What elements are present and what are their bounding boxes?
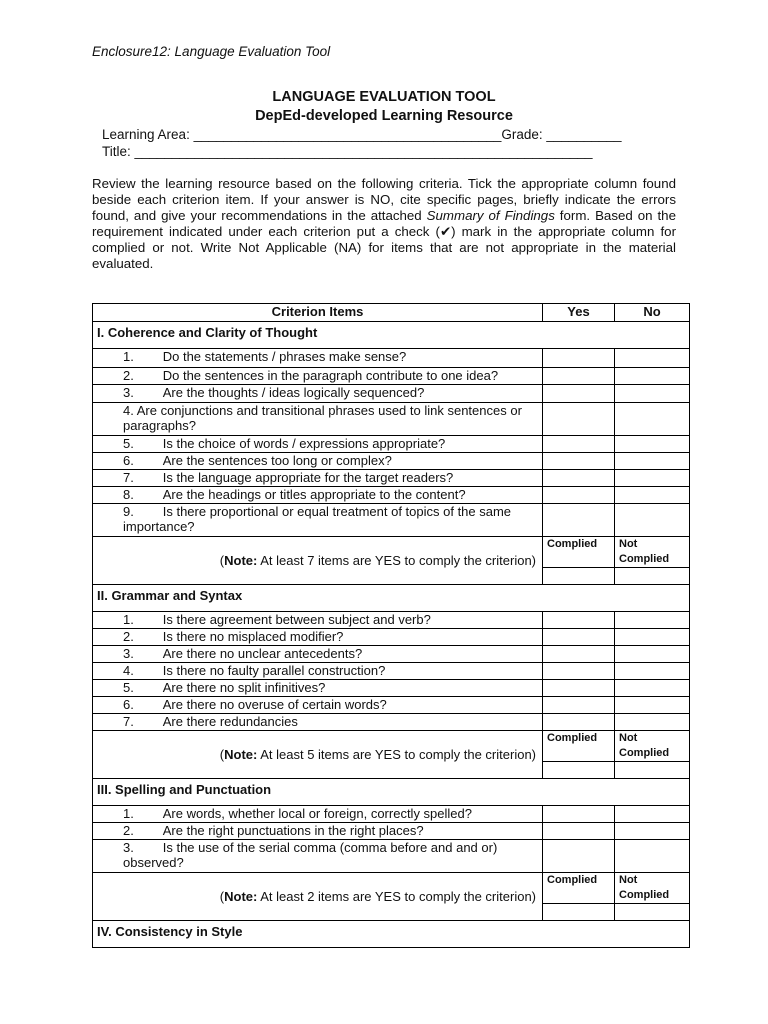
header-no: No: [615, 304, 690, 322]
yes-cell[interactable]: [543, 436, 615, 453]
criterion-item: 9. Is there proportional or equal treatment of topics of the same importance?: [93, 504, 543, 537]
no-cell[interactable]: [615, 487, 690, 504]
yes-cell[interactable]: [543, 368, 615, 385]
criterion-item: 2. Do the sentences in the paragraph contribute to one idea?: [93, 368, 543, 385]
criterion-item: 6. Are there no overuse of certain words?: [93, 697, 543, 714]
criterion-item: 8. Are the headings or titles appropriate to the content?: [93, 487, 543, 504]
not-complied-label: Not Complied: [615, 537, 690, 568]
criteria-table: [92, 303, 690, 948]
not-complied-check-cell[interactable]: [615, 762, 690, 779]
yes-cell[interactable]: [543, 612, 615, 629]
no-cell[interactable]: [615, 646, 690, 663]
yes-cell[interactable]: [543, 453, 615, 470]
no-cell[interactable]: [615, 823, 690, 840]
header-yes: Yes: [543, 304, 615, 322]
note-text: At least 7 items are YES to comply the criterion): [257, 553, 536, 568]
no-cell[interactable]: [615, 504, 690, 537]
learning-area-field[interactable]: Learning Area: _________________________________________Grade: __________: [102, 127, 622, 142]
section-title: II. Grammar and Syntax: [93, 585, 690, 612]
criterion-item: 5. Is the choice of words / expressions appropriate?: [93, 436, 543, 453]
yes-cell[interactable]: [543, 840, 615, 873]
enclosure-label: Enclosure12: Language Evaluation Tool: [92, 44, 331, 59]
complied-check-cell[interactable]: [543, 904, 615, 921]
no-cell[interactable]: [615, 663, 690, 680]
criterion-item: 4. Are conjunctions and transitional phrases used to link sentences or paragraphs?: [93, 403, 543, 436]
complied-label: Complied: [543, 537, 615, 568]
yes-cell[interactable]: [543, 385, 615, 403]
title-field[interactable]: Title: _____________________________________________________________: [102, 144, 593, 159]
document-title: LANGUAGE EVALUATION TOOL: [272, 89, 496, 105]
criterion-item: 3. Is the use of the serial comma (comma before and and or) observed?: [93, 840, 543, 873]
no-cell[interactable]: [615, 612, 690, 629]
criterion-item: 4. Is there no faulty parallel construction?: [93, 663, 543, 680]
not-complied-label: Not Complied: [615, 731, 690, 762]
compliance-note: (Note: At least 5 items are YES to comply the criterion): [93, 731, 543, 779]
criterion-item: 3. Are there no unclear antecedents?: [93, 646, 543, 663]
section-title: I. Coherence and Clarity of Thought: [93, 322, 690, 349]
yes-cell[interactable]: [543, 646, 615, 663]
note-text: At least 2 items are YES to comply the criterion): [257, 889, 536, 904]
section-title: IV. Consistency in Style: [93, 921, 690, 948]
note-text: At least 5 items are YES to comply the criterion): [257, 747, 536, 762]
criterion-item: 2. Is there no misplaced modifier?: [93, 629, 543, 646]
not-complied-label: Not Complied: [615, 873, 690, 904]
yes-cell[interactable]: [543, 714, 615, 731]
yes-cell[interactable]: [543, 697, 615, 714]
yes-cell[interactable]: [543, 504, 615, 537]
note-label: Note:: [224, 889, 258, 904]
yes-cell[interactable]: [543, 403, 615, 436]
header-criterion: Criterion Items: [93, 304, 543, 322]
criterion-item: 7. Is the language appropriate for the target readers?: [93, 470, 543, 487]
criterion-item: 5. Are there no split infinitives?: [93, 680, 543, 697]
document-subtitle: DepEd-developed Learning Resource: [255, 108, 513, 124]
no-cell[interactable]: [615, 806, 690, 823]
criterion-item: 6. Are the sentences too long or complex?: [93, 453, 543, 470]
section-title: III. Spelling and Punctuation: [93, 779, 690, 806]
yes-cell[interactable]: [543, 470, 615, 487]
criterion-item: 1. Are words, whether local or foreign, correctly spelled?: [93, 806, 543, 823]
yes-cell[interactable]: [543, 629, 615, 646]
complied-label: Complied: [543, 731, 615, 762]
no-cell[interactable]: [615, 680, 690, 697]
no-cell[interactable]: [615, 453, 690, 470]
no-cell[interactable]: [615, 629, 690, 646]
no-cell[interactable]: [615, 349, 690, 368]
complied-check-cell[interactable]: [543, 568, 615, 585]
no-cell[interactable]: [615, 436, 690, 453]
note-label: Note:: [224, 553, 258, 568]
criterion-item: 2. Are the right punctuations in the right places?: [93, 823, 543, 840]
not-complied-check-cell[interactable]: [615, 568, 690, 585]
yes-cell[interactable]: [543, 680, 615, 697]
criterion-item: 3. Are the thoughts / ideas logically sequenced?: [93, 385, 543, 403]
criterion-item: 1. Is there agreement between subject and verb?: [93, 612, 543, 629]
yes-cell[interactable]: [543, 806, 615, 823]
instructions: Review the learning resource based on the following criteria. Tick the appropriate column found beside each criterion item. If your answer is NO, cite specific pages, briefly indicate the errors found, and give your recommendations in the attached Summary of Findings form. Based on the requirement indicated under each criterion put a check (✔) mark in the appropriate column for complied or not. Write Not Applicable (NA) for items that are not appropriate in the material evaluated.: [92, 176, 676, 271]
yes-cell[interactable]: [543, 349, 615, 368]
note-label: Note:: [224, 747, 258, 762]
compliance-note: (Note: At least 7 items are YES to comply the criterion): [93, 537, 543, 585]
complied-check-cell[interactable]: [543, 762, 615, 779]
no-cell[interactable]: [615, 368, 690, 385]
no-cell[interactable]: [615, 840, 690, 873]
yes-cell[interactable]: [543, 663, 615, 680]
no-cell[interactable]: [615, 697, 690, 714]
complied-label: Complied: [543, 873, 615, 904]
no-cell[interactable]: [615, 470, 690, 487]
not-complied-check-cell[interactable]: [615, 904, 690, 921]
compliance-note: (Note: At least 2 items are YES to comply the criterion): [93, 873, 543, 921]
criterion-item: 1. Do the statements / phrases make sense?: [93, 349, 543, 368]
criterion-item: 7. Are there redundancies: [93, 714, 543, 731]
no-cell[interactable]: [615, 403, 690, 436]
yes-cell[interactable]: [543, 487, 615, 504]
yes-cell[interactable]: [543, 823, 615, 840]
no-cell[interactable]: [615, 385, 690, 403]
no-cell[interactable]: [615, 714, 690, 731]
